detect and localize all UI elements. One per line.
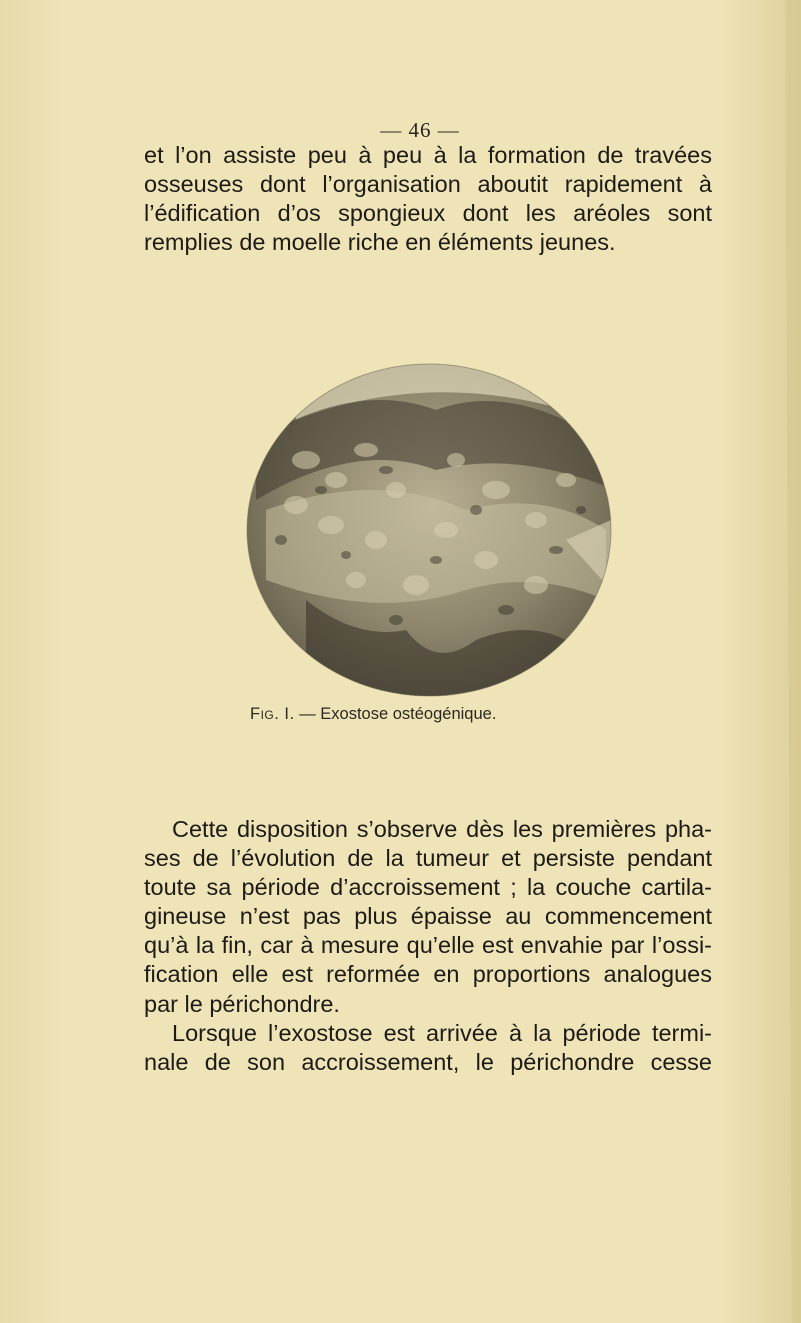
text-line: qu’à la fin, car à mesure qu’elle est envahie par l’ossi- (144, 932, 712, 959)
text-line: et l’on assiste peu à peu à la formation de travées (144, 142, 712, 168)
text-line: par le périchondre. (144, 990, 340, 1017)
paragraph-2 (144, 815, 712, 1019)
micrograph-figure (236, 340, 626, 710)
text-line: l’édification d’os spongieux dont les aréoles sont (144, 200, 712, 227)
text-line: fication elle est reformée en proportions analogues (144, 961, 712, 988)
text-line: Cette disposition s’observe dès les premières pha- (172, 816, 712, 842)
paragraph-3 (144, 1019, 712, 1077)
paragraph-1 (144, 141, 712, 257)
figure-label: Fig. I. (250, 705, 295, 723)
text-line: toute sa période d’accroissement ; la couche cartila- (144, 874, 712, 901)
page-number: — 46 — (380, 118, 460, 142)
text-line: Lorsque l’exostose est arrivée à la période termi- (172, 1020, 712, 1046)
text-line: ses de l’évolution de la tumeur et persiste pendant (144, 845, 712, 872)
figure-caption (250, 705, 610, 724)
figure-title: Exostose ostéogénique. (320, 705, 497, 723)
text-line: osseuses dont l’organisation aboutit rapidement à (144, 171, 712, 198)
text-line: remplies de moelle riche en éléments jeunes. (144, 229, 616, 256)
text-line: gineuse n’est pas plus épaisse au commencement (144, 903, 712, 930)
caption-separator: — (299, 705, 316, 723)
text-line: nale de son accroissement, le périchondre cesse (144, 1049, 712, 1076)
